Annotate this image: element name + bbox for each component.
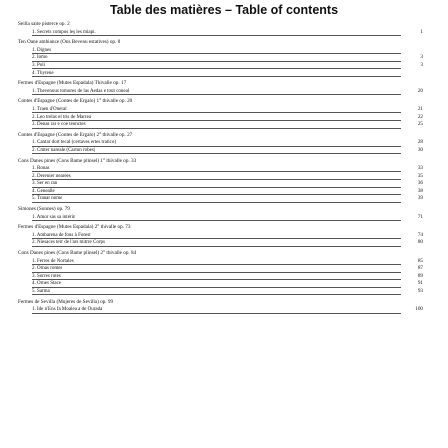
toc-leader-line	[32, 128, 401, 129]
toc-leader-line	[32, 35, 401, 36]
toc-entry-title: 1. Ide n'Ens fa Moalea a de Ourada	[32, 307, 103, 313]
toc-page-number: 91	[417, 280, 423, 287]
toc-page-number: 89	[417, 272, 423, 279]
toc-movement-entry[interactable]	[18, 29, 423, 37]
toc-movement-entry[interactable]	[18, 165, 423, 173]
toc-page-number: 85	[417, 257, 423, 264]
toc-movement-entry[interactable]	[18, 139, 423, 147]
toc-page-number: 71	[417, 213, 423, 220]
toc-movement-entry[interactable]	[18, 70, 423, 78]
toc-entry-title: Fermes de Sevilla (Mujeres de Sevilla) op. 99	[18, 298, 114, 305]
toc-page-number: 93	[417, 288, 423, 294]
toc-entry-title: 2. Leo trelas el tris de Marrea	[32, 114, 92, 120]
toc-entry-title: 3. Poli	[32, 62, 46, 68]
toc-entry-title: 1. Dignes	[32, 47, 52, 53]
toc-movement-entry[interactable]	[18, 147, 423, 155]
toc-movement-entry[interactable]	[18, 54, 423, 62]
toc-page-number: 3	[420, 54, 423, 61]
toc-entry-title: 4. Thyrene	[32, 70, 54, 76]
toc-page-number: 87	[417, 265, 423, 272]
toc-movement-entry[interactable]	[18, 88, 423, 96]
toc-entry-title: 5. Tranar nome	[32, 196, 63, 202]
toc-movement-entry[interactable]	[18, 121, 423, 129]
toc-leader-line	[32, 220, 401, 221]
toc-movement-entry[interactable]	[18, 188, 423, 196]
toc-movement-entry[interactable]	[18, 306, 423, 314]
toc-entry-title: Contes d'Espagne (Contes de Ergalo) 1° thivalle op. 20	[18, 98, 133, 105]
toc-movement-entry[interactable]	[18, 288, 423, 296]
toc-page-number: 21	[417, 105, 423, 112]
toc-work-entry[interactable]	[18, 39, 423, 47]
toc-work-entry[interactable]	[18, 250, 423, 258]
toc-entry-title: Cons Danes pines (Cons Bame plinsel) 2° thivalle op. 84	[18, 250, 137, 257]
toc-work-entry[interactable]	[18, 299, 423, 307]
toc-movement-entry[interactable]	[18, 265, 423, 273]
toc-entry-title: Fermes d'Espagne (Mutes Espadala) 2° thivalle op. 73	[18, 224, 131, 231]
toc-page-number: 25	[417, 121, 423, 128]
toc-leader-line	[32, 246, 401, 247]
page-title	[0, 3, 448, 17]
toc-leader-line	[32, 202, 401, 203]
toc-entry-title: 2. Iomo	[32, 55, 48, 61]
toc-work-entry[interactable]	[18, 132, 423, 140]
toc-entry-title: 1. Ambarena de fous à Forest	[32, 232, 91, 238]
toc-page-number: 33	[417, 165, 423, 172]
toc-movement-entry[interactable]	[18, 258, 423, 266]
toc-entry-title: 4. Ornes Stace	[32, 281, 62, 287]
toc-entry-title: Fermes d'Espagne (Mutes Espadala) Thivalle op. 17	[18, 80, 127, 87]
toc-leader-line	[32, 153, 401, 154]
toc-entry-title: 1. Thevenous tomores de las Aedas e tout coneal	[32, 88, 130, 94]
toc-movement-entry[interactable]	[18, 47, 423, 55]
toc-entry-title: 3. Denas rar e coe teonctes	[32, 122, 86, 128]
toc-work-entry[interactable]	[18, 80, 423, 88]
toc-movement-entry[interactable]	[18, 195, 423, 203]
toc-movement-entry[interactable]	[18, 232, 423, 240]
toc-movement-entry[interactable]	[18, 173, 423, 181]
toc-page-number: 22	[417, 113, 423, 120]
toc-entry-title: 2. Ornas romes	[32, 266, 63, 272]
toc-work-entry[interactable]	[18, 224, 423, 232]
toc-entry-title: 4. Genealle	[32, 188, 55, 194]
toc-page-number: 3	[420, 61, 423, 68]
toc-page-number: 28	[417, 139, 423, 146]
toc-leader-line	[32, 294, 401, 295]
toc-entry-title: 5. Sarma	[32, 289, 50, 294]
toc-entry-title: Simones (Sonnes) op. 79	[18, 206, 70, 213]
toc-page-number: 30	[417, 146, 423, 153]
toc-page-number: 35	[417, 172, 423, 179]
toc-movement-entry[interactable]	[18, 280, 423, 288]
toc-leader-line	[32, 94, 401, 95]
toc-entry-title: Ten Oane ambiance (Ons Bevenu estatives) op. 8	[18, 39, 121, 46]
toc-entry-title: 3. Sorres rotes	[32, 273, 61, 279]
toc-entry-title: 1. Cantar dort tecal (certaves ertes tratico)	[32, 140, 116, 146]
toc-movement-entry[interactable]	[18, 239, 423, 247]
toc-page-number: 39	[417, 195, 423, 202]
toc-work-entry[interactable]	[18, 158, 423, 166]
toc-movement-entry[interactable]	[18, 180, 423, 188]
toc-entry-title: 1. Traen d'Oneral	[32, 106, 67, 112]
toc-entry-title: 2. Derenier nearees	[32, 173, 71, 179]
toc-leader-line	[32, 313, 401, 314]
toc-work-entry[interactable]	[18, 206, 423, 214]
toc-page-number: 100	[415, 306, 423, 313]
toc-entry-title: Cons Danes pines (Cons Bame plinsel) 1° thivalle op. 33	[18, 157, 137, 164]
toc-entry-title: 1. Amor sas sa intérin	[32, 214, 76, 220]
toc-leader-line	[32, 76, 401, 77]
page-title-text: Table des matières – Table of contents	[109, 3, 339, 17]
toc-work-entry[interactable]	[18, 98, 423, 106]
toc-movement-entry[interactable]	[18, 273, 423, 281]
toc-page-number: 20	[417, 87, 423, 94]
toc-entry-title: 2. Niesaces terr de l'ars mitrre Corps	[32, 240, 105, 246]
toc-entry-title: 2. Cmter nareale (Carton robes)	[32, 147, 96, 153]
toc-movement-entry[interactable]	[18, 62, 423, 70]
toc-page-number: 80	[417, 239, 423, 246]
table-of-contents	[18, 21, 423, 314]
toc-page-number: 1	[420, 28, 423, 35]
toc-entry-title: 1. Ronas	[32, 166, 50, 172]
toc-entry-title: Contes d'Espagne (Contes de Ergalo) 2° thivalle op. 27	[18, 131, 133, 138]
toc-entry-title: 3. Ser en ran	[32, 181, 58, 187]
toc-work-entry[interactable]	[18, 21, 423, 29]
toc-entry-title: 1. Secrets compos leş les miapi.	[32, 29, 96, 35]
toc-movement-entry[interactable]	[18, 214, 423, 222]
toc-page-number: 38	[417, 187, 423, 194]
toc-page-number: 74	[417, 231, 423, 238]
toc-page-number: 36	[417, 180, 423, 187]
toc-movement-entry[interactable]	[18, 114, 423, 122]
toc-movement-entry[interactable]	[18, 106, 423, 114]
toc-entry-title: 1. Ferres de Nortales	[32, 258, 74, 264]
toc-entry-title: Seilla saite pisterce op. 2	[18, 21, 70, 27]
